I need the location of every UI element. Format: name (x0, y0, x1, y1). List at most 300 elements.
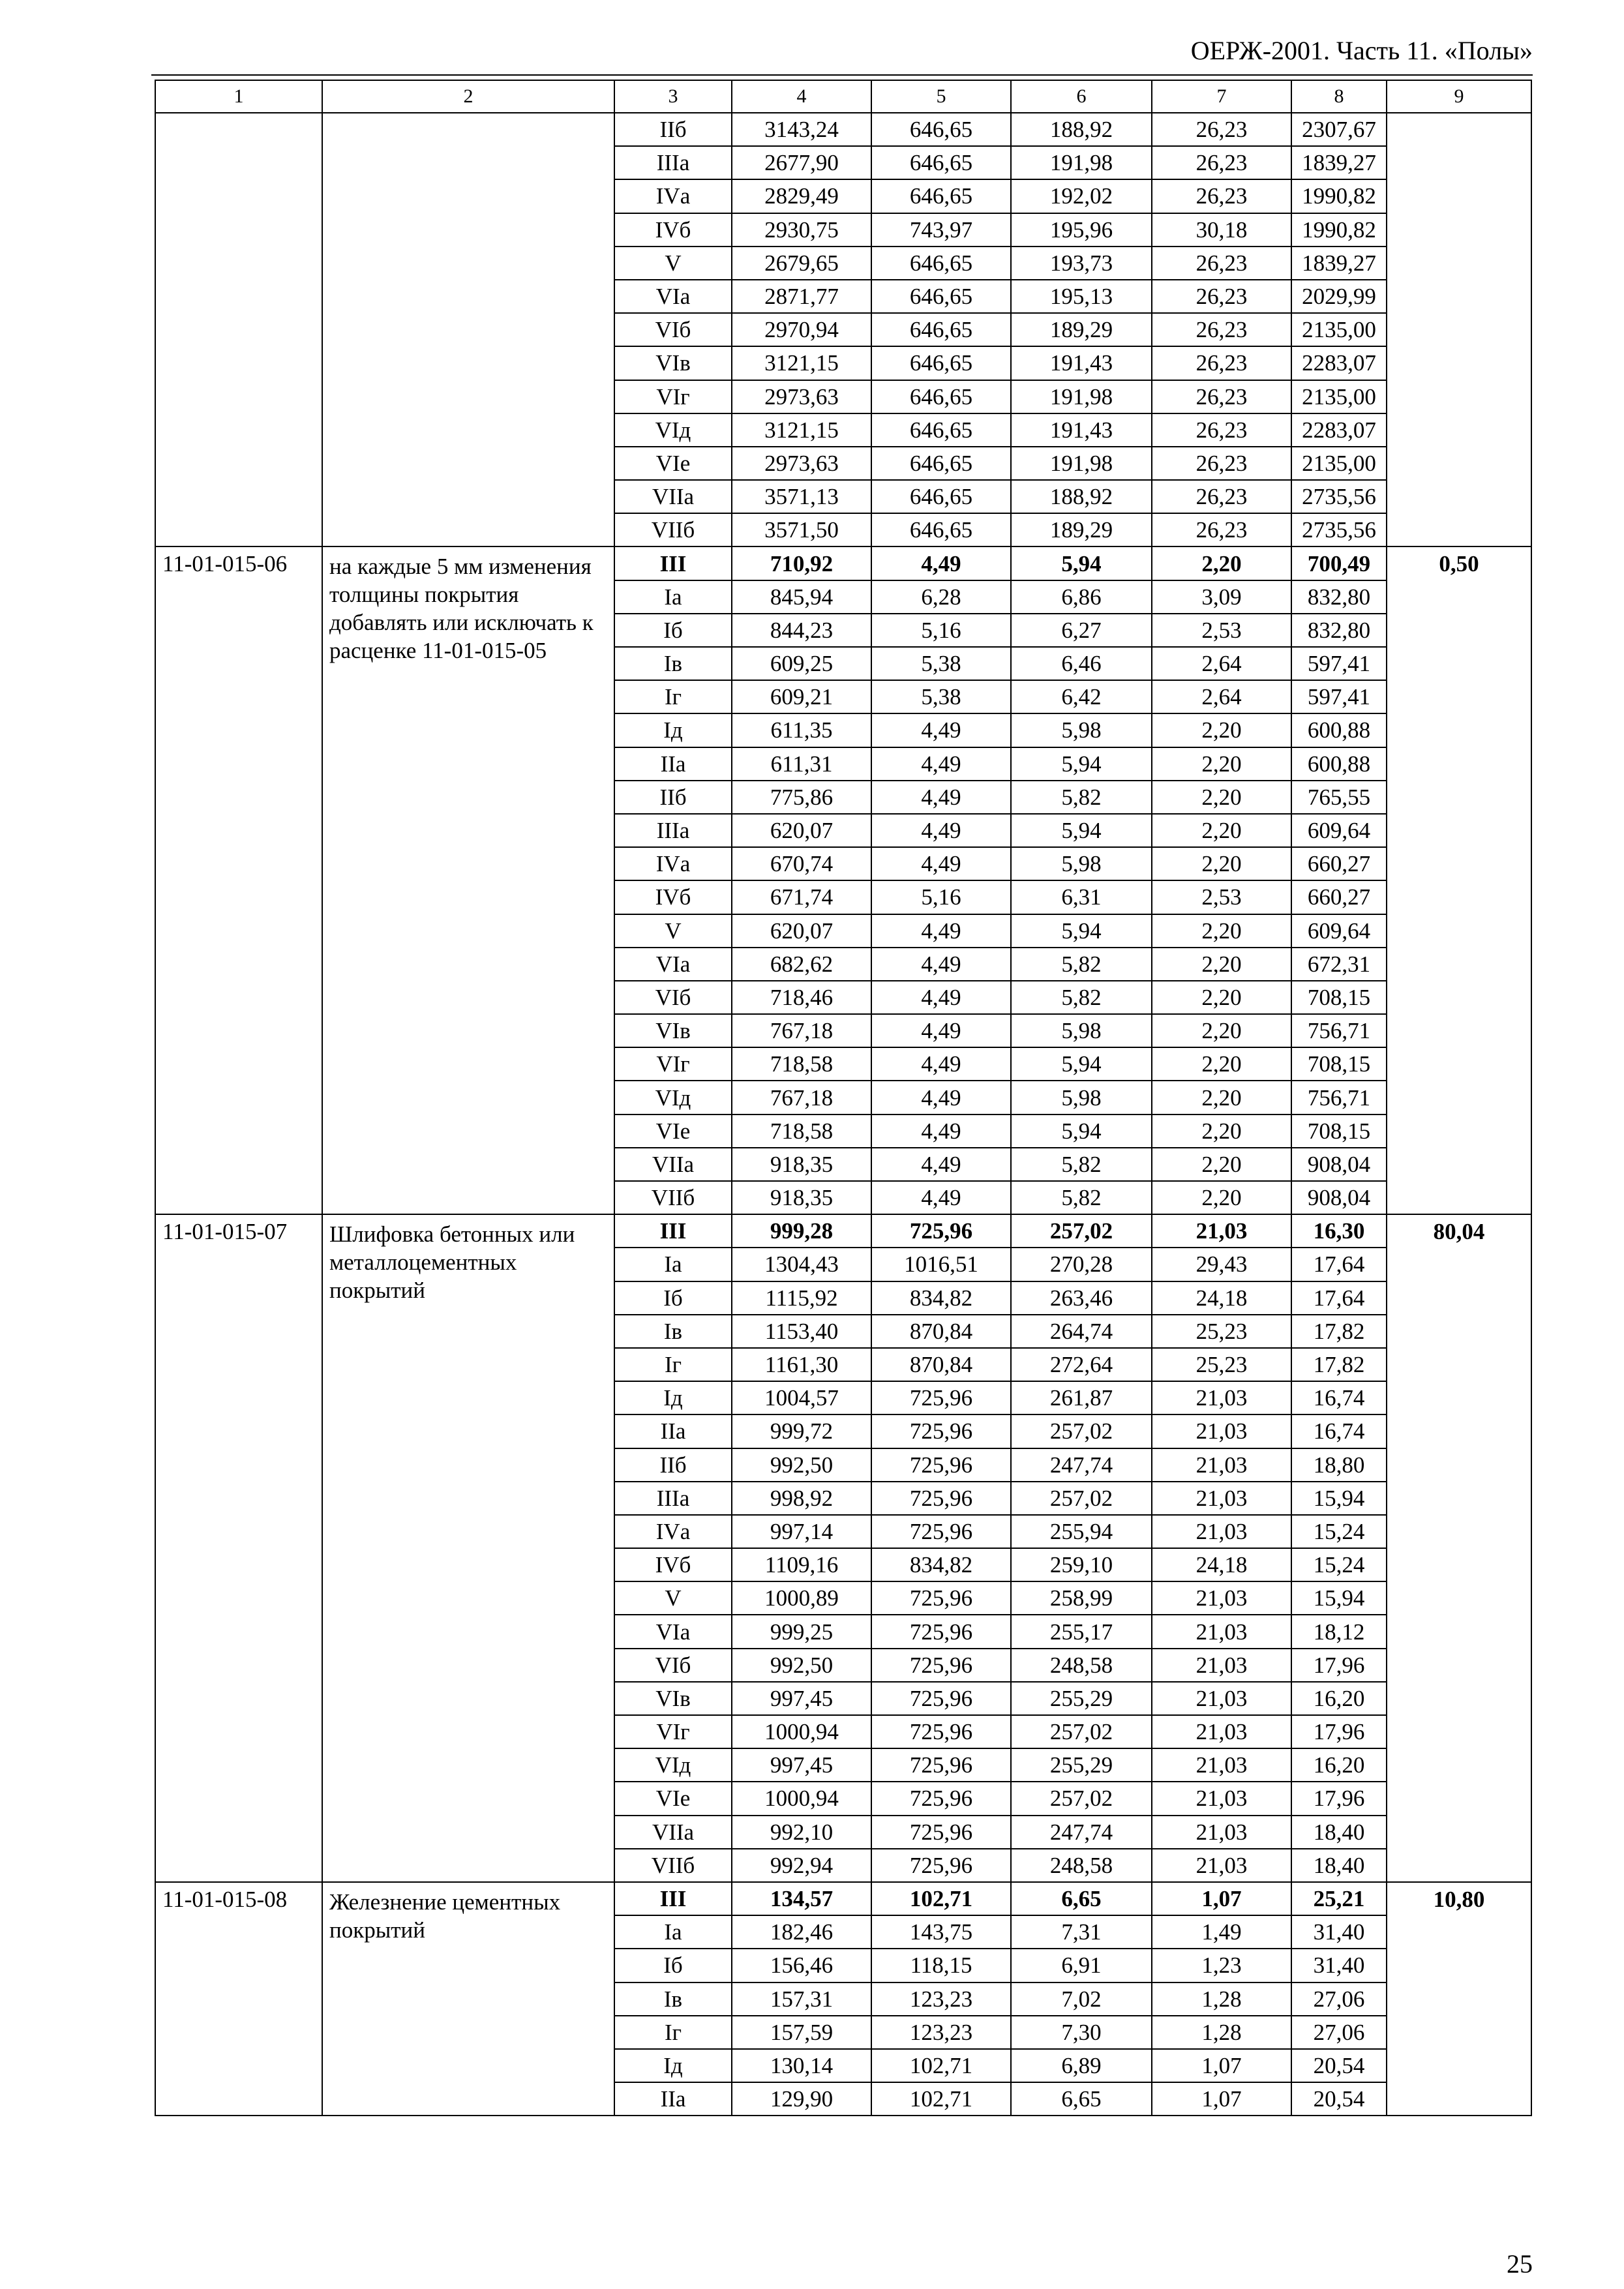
cost-value: 1,49 (1152, 1915, 1291, 1949)
cost-value: 609,64 (1291, 914, 1387, 948)
cost-value: 725,96 (871, 1515, 1011, 1548)
rate-code (155, 113, 322, 546)
zone-code: V (614, 1581, 732, 1615)
cost-value: 7,02 (1011, 1982, 1152, 2016)
cost-value: 710,92 (732, 546, 871, 580)
cost-value: 191,98 (1011, 447, 1152, 480)
cost-value: 908,04 (1291, 1181, 1387, 1214)
cost-value: 24,18 (1152, 1281, 1291, 1315)
cost-value: 2,20 (1152, 1181, 1291, 1214)
cost-value: 2029,99 (1291, 280, 1387, 313)
cost-value: 597,41 (1291, 647, 1387, 680)
zone-code: VIIа (614, 1148, 732, 1181)
cost-value: 2,20 (1152, 914, 1291, 948)
cost-value: 2,20 (1152, 1081, 1291, 1114)
cost-value: 660,27 (1291, 880, 1387, 914)
zone-code: IVа (614, 847, 732, 880)
zone-code: IIа (614, 1414, 732, 1448)
cost-value: 1161,30 (732, 1348, 871, 1381)
cost-value: 157,59 (732, 2016, 871, 2049)
cost-value: 1109,16 (732, 1548, 871, 1581)
labor-coefficient: 10,80 (1387, 1882, 1531, 2116)
cost-value: 725,96 (871, 1615, 1011, 1648)
cost-value: 157,31 (732, 1982, 871, 2016)
cost-value: 26,23 (1152, 447, 1291, 480)
cost-value: 2679,65 (732, 247, 871, 280)
cost-value: 611,35 (732, 713, 871, 747)
cost-value: 646,65 (871, 480, 1011, 513)
cost-value: 17,96 (1291, 1649, 1387, 1682)
cost-value: 646,65 (871, 447, 1011, 480)
cost-value: 247,74 (1011, 1816, 1152, 1849)
cost-value: 5,82 (1011, 948, 1152, 981)
cost-value: 2735,56 (1291, 513, 1387, 546)
cost-value: 24,18 (1152, 1548, 1291, 1581)
cost-value: 5,38 (871, 647, 1011, 680)
cost-value: 21,03 (1152, 1615, 1291, 1648)
rates-table (155, 80, 1532, 2116)
cost-value: 725,96 (871, 1414, 1011, 1448)
cost-value: 646,65 (871, 280, 1011, 313)
cost-value: 5,94 (1011, 1115, 1152, 1148)
zone-code: Iб (614, 1281, 732, 1315)
cost-value: 2,64 (1152, 647, 1291, 680)
cost-value: 17,96 (1291, 1715, 1387, 1748)
cost-value: 188,92 (1011, 113, 1152, 146)
zone-code: VIе (614, 1782, 732, 1815)
cost-value: 188,92 (1011, 480, 1152, 513)
cost-value: 844,23 (732, 614, 871, 647)
cost-value: 725,96 (871, 1482, 1011, 1515)
cost-value: 1,07 (1152, 2082, 1291, 2116)
zone-code: VIг (614, 1715, 732, 1748)
cost-value: 189,29 (1011, 313, 1152, 346)
cost-value: 4,49 (871, 546, 1011, 580)
cost-value: 31,40 (1291, 1949, 1387, 1982)
cost-value: 189,29 (1011, 513, 1152, 546)
cost-value: 21,03 (1152, 1816, 1291, 1849)
cost-value: 1990,82 (1291, 213, 1387, 247)
cost-value: 6,31 (1011, 880, 1152, 914)
cost-value: 918,35 (732, 1181, 871, 1214)
cost-value: 609,21 (732, 680, 871, 713)
cost-value: 2,20 (1152, 948, 1291, 981)
cost-value: 21,03 (1152, 1682, 1291, 1715)
cost-value: 725,96 (871, 1782, 1011, 1815)
cost-value: 21,03 (1152, 1782, 1291, 1815)
column-number-row (155, 80, 1531, 113)
cost-value: 2135,00 (1291, 380, 1387, 413)
zone-code: V (614, 914, 732, 948)
cost-value: 102,71 (871, 2082, 1011, 2116)
zone-code: Iд (614, 2049, 732, 2082)
zone-code: Iа (614, 580, 732, 614)
labor-coefficient: 0,50 (1387, 546, 1531, 1214)
cost-value: 5,94 (1011, 747, 1152, 781)
work-description: Железнение цементных покрытий (322, 1882, 614, 2116)
cost-value: 123,23 (871, 2016, 1011, 2049)
cost-value: 682,62 (732, 948, 871, 981)
cost-value: 725,96 (871, 1581, 1011, 1615)
cost-value: 123,23 (871, 1982, 1011, 2016)
cost-value: 6,28 (871, 580, 1011, 614)
cost-value: 597,41 (1291, 680, 1387, 713)
cost-value: 21,03 (1152, 1748, 1291, 1782)
cost-value: 6,65 (1011, 1882, 1152, 1915)
cost-value: 646,65 (871, 146, 1011, 179)
cost-value: 257,02 (1011, 1482, 1152, 1515)
cost-value: 102,71 (871, 2049, 1011, 2082)
cost-value: 255,29 (1011, 1748, 1152, 1782)
cost-value: 27,06 (1291, 2016, 1387, 2049)
page-number: 25 (1507, 2249, 1533, 2279)
cost-value: 16,20 (1291, 1748, 1387, 1782)
zone-code: VIIа (614, 1816, 732, 1849)
zone-code: Iб (614, 614, 732, 647)
cost-value: 2283,07 (1291, 413, 1387, 447)
cost-value: 26,23 (1152, 247, 1291, 280)
rate-code: 11-01-015-06 (155, 546, 322, 1214)
cost-value: 2,20 (1152, 713, 1291, 747)
cost-value: 718,58 (732, 1047, 871, 1081)
cost-value: 725,96 (871, 1448, 1011, 1482)
cost-value: 725,96 (871, 1816, 1011, 1849)
cost-value: 26,23 (1152, 480, 1291, 513)
cost-value: 775,86 (732, 781, 871, 814)
cost-value: 2735,56 (1291, 480, 1387, 513)
cost-value: 2973,63 (732, 447, 871, 480)
cost-value: 5,94 (1011, 546, 1152, 580)
cost-value: 700,49 (1291, 546, 1387, 580)
column-number: 6 (1011, 80, 1152, 113)
cost-value: 646,65 (871, 313, 1011, 346)
table-row (155, 546, 1531, 580)
cost-value: 195,13 (1011, 280, 1152, 313)
cost-value: 2,20 (1152, 1148, 1291, 1181)
zone-code: IIIа (614, 814, 732, 847)
cost-value: 21,03 (1152, 1849, 1291, 1882)
cost-value: 156,46 (732, 1949, 871, 1982)
cost-value: 725,96 (871, 1214, 1011, 1248)
column-number: 5 (871, 80, 1011, 113)
zone-code: VIIа (614, 480, 732, 513)
labor-coefficient (1387, 113, 1531, 546)
cost-value: 21,03 (1152, 1581, 1291, 1615)
cost-value: 2307,67 (1291, 113, 1387, 146)
cost-value: 2,53 (1152, 880, 1291, 914)
zone-code: Iв (614, 1982, 732, 2016)
cost-value: 1000,94 (732, 1715, 871, 1748)
cost-value: 17,82 (1291, 1315, 1387, 1348)
header-rule (151, 74, 1533, 76)
cost-value: 834,82 (871, 1548, 1011, 1581)
zone-code: Iа (614, 1915, 732, 1949)
cost-value: 999,25 (732, 1615, 871, 1648)
cost-value: 25,23 (1152, 1348, 1291, 1381)
cost-value: 718,46 (732, 981, 871, 1014)
cost-value: 2,20 (1152, 747, 1291, 781)
cost-value: 30,18 (1152, 213, 1291, 247)
cost-value: 718,58 (732, 1115, 871, 1148)
cost-value: 192,02 (1011, 179, 1152, 213)
cost-value: 6,89 (1011, 2049, 1152, 2082)
cost-value: 5,98 (1011, 713, 1152, 747)
cost-value: 16,74 (1291, 1414, 1387, 1448)
cost-value: 264,74 (1011, 1315, 1152, 1348)
cost-value: 1000,89 (732, 1581, 871, 1615)
cost-value: 4,49 (871, 981, 1011, 1014)
cost-value: 998,92 (732, 1482, 871, 1515)
cost-value: 725,96 (871, 1649, 1011, 1682)
cost-value: 5,16 (871, 614, 1011, 647)
cost-value: 1990,82 (1291, 179, 1387, 213)
cost-value: 195,96 (1011, 213, 1152, 247)
cost-value: 620,07 (732, 814, 871, 847)
cost-value: 25,23 (1152, 1315, 1291, 1348)
cost-value: 4,49 (871, 1047, 1011, 1081)
cost-value: 767,18 (732, 1081, 871, 1114)
column-number: 8 (1291, 80, 1387, 113)
cost-value: 21,03 (1152, 1381, 1291, 1414)
cost-value: 5,94 (1011, 914, 1152, 948)
cost-value: 15,94 (1291, 1581, 1387, 1615)
cost-value: 609,25 (732, 647, 871, 680)
cost-value: 2930,75 (732, 213, 871, 247)
zone-code: IVа (614, 1515, 732, 1548)
cost-value: 4,49 (871, 1115, 1011, 1148)
cost-value: 18,80 (1291, 1448, 1387, 1482)
zone-code: VIб (614, 1649, 732, 1682)
cost-value: 257,02 (1011, 1414, 1152, 1448)
cost-value: 7,30 (1011, 2016, 1152, 2049)
cost-value: 870,84 (871, 1348, 1011, 1381)
cost-value: 1004,57 (732, 1381, 871, 1414)
cost-value: 21,03 (1152, 1715, 1291, 1748)
cost-value: 1,07 (1152, 2049, 1291, 2082)
cost-value: 143,75 (871, 1915, 1011, 1949)
cost-value: 725,96 (871, 1381, 1011, 1414)
cost-value: 16,74 (1291, 1381, 1387, 1414)
cost-value: 27,06 (1291, 1982, 1387, 2016)
zone-code: Iд (614, 1381, 732, 1414)
cost-value: 725,96 (871, 1748, 1011, 1782)
zone-code: VIе (614, 1115, 732, 1148)
zone-code: Iв (614, 647, 732, 680)
cost-value: 5,94 (1011, 1047, 1152, 1081)
cost-value: 26,23 (1152, 280, 1291, 313)
zone-code: VIIб (614, 513, 732, 546)
cost-value: 2,64 (1152, 680, 1291, 713)
cost-value: 4,49 (871, 1148, 1011, 1181)
zone-code: IVб (614, 1548, 732, 1581)
cost-value: 708,15 (1291, 1047, 1387, 1081)
cost-value: 2973,63 (732, 380, 871, 413)
cost-value: 5,82 (1011, 981, 1152, 1014)
cost-value: 756,71 (1291, 1014, 1387, 1047)
cost-value: 3571,13 (732, 480, 871, 513)
zone-code: IIб (614, 781, 732, 814)
cost-value: 259,10 (1011, 1548, 1152, 1581)
cost-value: 2871,77 (732, 280, 871, 313)
cost-value: 870,84 (871, 1315, 1011, 1348)
zone-code: Iб (614, 1949, 732, 1982)
zone-code: IIб (614, 113, 732, 146)
cost-value: 17,64 (1291, 1248, 1387, 1281)
cost-value: 5,94 (1011, 814, 1152, 847)
cost-value: 1304,43 (732, 1248, 871, 1281)
cost-value: 1,28 (1152, 2016, 1291, 2049)
cost-value: 646,65 (871, 247, 1011, 280)
cost-value: 17,96 (1291, 1782, 1387, 1815)
cost-value: 26,23 (1152, 179, 1291, 213)
cost-value: 18,40 (1291, 1849, 1387, 1882)
cost-value: 15,94 (1291, 1482, 1387, 1515)
cost-value: 708,15 (1291, 1115, 1387, 1148)
zone-code: VIв (614, 1682, 732, 1715)
cost-value: 646,65 (871, 380, 1011, 413)
cost-value: 992,50 (732, 1649, 871, 1682)
cost-value: 17,64 (1291, 1281, 1387, 1315)
cost-value: 4,49 (871, 914, 1011, 948)
cost-value: 129,90 (732, 2082, 871, 2116)
cost-value: 3121,15 (732, 413, 871, 447)
cost-value: 26,23 (1152, 346, 1291, 380)
cost-value: 248,58 (1011, 1649, 1152, 1682)
running-title: ОЕРЖ-2001. Часть 11. «Полы» (1190, 36, 1533, 65)
cost-value: 248,58 (1011, 1849, 1152, 1882)
cost-value: 908,04 (1291, 1148, 1387, 1181)
cost-value: 31,40 (1291, 1915, 1387, 1949)
work-description (322, 113, 614, 546)
cost-value: 992,10 (732, 1816, 871, 1849)
cost-value: 191,43 (1011, 346, 1152, 380)
zone-code: VIб (614, 313, 732, 346)
zone-code: IIа (614, 2082, 732, 2116)
cost-value: 5,82 (1011, 1148, 1152, 1181)
zone-code: IIа (614, 747, 732, 781)
cost-value: 20,54 (1291, 2082, 1387, 2116)
cost-value: 26,23 (1152, 380, 1291, 413)
zone-code: Iг (614, 1348, 732, 1381)
cost-value: 16,20 (1291, 1682, 1387, 1715)
zone-code: Iг (614, 680, 732, 713)
cost-value: 918,35 (732, 1148, 871, 1181)
rates-body (155, 113, 1531, 2116)
cost-value: 1016,51 (871, 1248, 1011, 1281)
cost-value: 1000,94 (732, 1782, 871, 1815)
cost-value: 2829,49 (732, 179, 871, 213)
cost-value: 646,65 (871, 413, 1011, 447)
cost-value: 4,49 (871, 1014, 1011, 1047)
cost-value: 255,29 (1011, 1682, 1152, 1715)
zone-code: III (614, 1882, 732, 1915)
labor-coefficient: 80,04 (1387, 1214, 1531, 1882)
cost-value: 134,57 (732, 1882, 871, 1915)
cost-value: 4,49 (871, 781, 1011, 814)
cost-value: 20,54 (1291, 2049, 1387, 2082)
rate-code: 11-01-015-07 (155, 1214, 322, 1882)
cost-value: 6,86 (1011, 580, 1152, 614)
cost-value: 26,23 (1152, 513, 1291, 546)
cost-value: 2,53 (1152, 614, 1291, 647)
zone-code: Iг (614, 2016, 732, 2049)
zone-code: IVб (614, 213, 732, 247)
cost-value: 4,49 (871, 713, 1011, 747)
cost-value: 26,23 (1152, 413, 1291, 447)
zone-code: VIд (614, 413, 732, 447)
cost-value: 3,09 (1152, 580, 1291, 614)
cost-value: 2970,94 (732, 313, 871, 346)
cost-value: 1153,40 (732, 1315, 871, 1348)
cost-value: 2,20 (1152, 814, 1291, 847)
cost-value: 2,20 (1152, 1014, 1291, 1047)
cost-value: 21,03 (1152, 1414, 1291, 1448)
cost-value: 2,20 (1152, 1115, 1291, 1148)
cost-value: 191,98 (1011, 146, 1152, 179)
table-row (155, 1882, 1531, 1915)
cost-value: 743,97 (871, 213, 1011, 247)
cost-value: 725,96 (871, 1715, 1011, 1748)
table-row (155, 113, 1531, 146)
cost-value: 999,72 (732, 1414, 871, 1448)
zone-code: Iв (614, 1315, 732, 1348)
cost-value: 3143,24 (732, 113, 871, 146)
cost-value: 5,82 (1011, 781, 1152, 814)
cost-value: 765,55 (1291, 781, 1387, 814)
cost-value: 191,43 (1011, 413, 1152, 447)
cost-value: 999,28 (732, 1214, 871, 1248)
cost-value: 4,49 (871, 1181, 1011, 1214)
cost-value: 832,80 (1291, 580, 1387, 614)
cost-value: 6,46 (1011, 647, 1152, 680)
cost-value: 272,64 (1011, 1348, 1152, 1381)
cost-value: 247,74 (1011, 1448, 1152, 1482)
cost-value: 997,14 (732, 1515, 871, 1548)
cost-value: 21,03 (1152, 1482, 1291, 1515)
cost-value: 26,23 (1152, 313, 1291, 346)
zone-code: IIб (614, 1448, 732, 1482)
cost-value: 15,24 (1291, 1515, 1387, 1548)
cost-value: 725,96 (871, 1849, 1011, 1882)
cost-value: 845,94 (732, 580, 871, 614)
cost-value: 130,14 (732, 2049, 871, 2082)
cost-value: 21,03 (1152, 1515, 1291, 1548)
cost-value: 261,87 (1011, 1381, 1152, 1414)
cost-value: 670,74 (732, 847, 871, 880)
zone-code: IIIа (614, 146, 732, 179)
column-number: 3 (614, 80, 732, 113)
cost-value: 255,94 (1011, 1515, 1152, 1548)
cost-value: 832,80 (1291, 614, 1387, 647)
table-row (155, 1214, 1531, 1248)
cost-value: 4,49 (871, 747, 1011, 781)
cost-value: 708,15 (1291, 981, 1387, 1014)
cost-value: 18,12 (1291, 1615, 1387, 1648)
zone-code: VIа (614, 280, 732, 313)
column-number: 4 (732, 80, 871, 113)
zone-code: VIа (614, 948, 732, 981)
cost-value: 1,28 (1152, 1982, 1291, 2016)
zone-code: III (614, 546, 732, 580)
cost-value: 29,43 (1152, 1248, 1291, 1281)
cost-value: 270,28 (1011, 1248, 1152, 1281)
cost-value: 21,03 (1152, 1448, 1291, 1482)
cost-value: 1,07 (1152, 1882, 1291, 1915)
cost-value: 646,65 (871, 113, 1011, 146)
cost-value: 834,82 (871, 1281, 1011, 1315)
cost-value: 767,18 (732, 1014, 871, 1047)
zone-code: VIг (614, 1047, 732, 1081)
